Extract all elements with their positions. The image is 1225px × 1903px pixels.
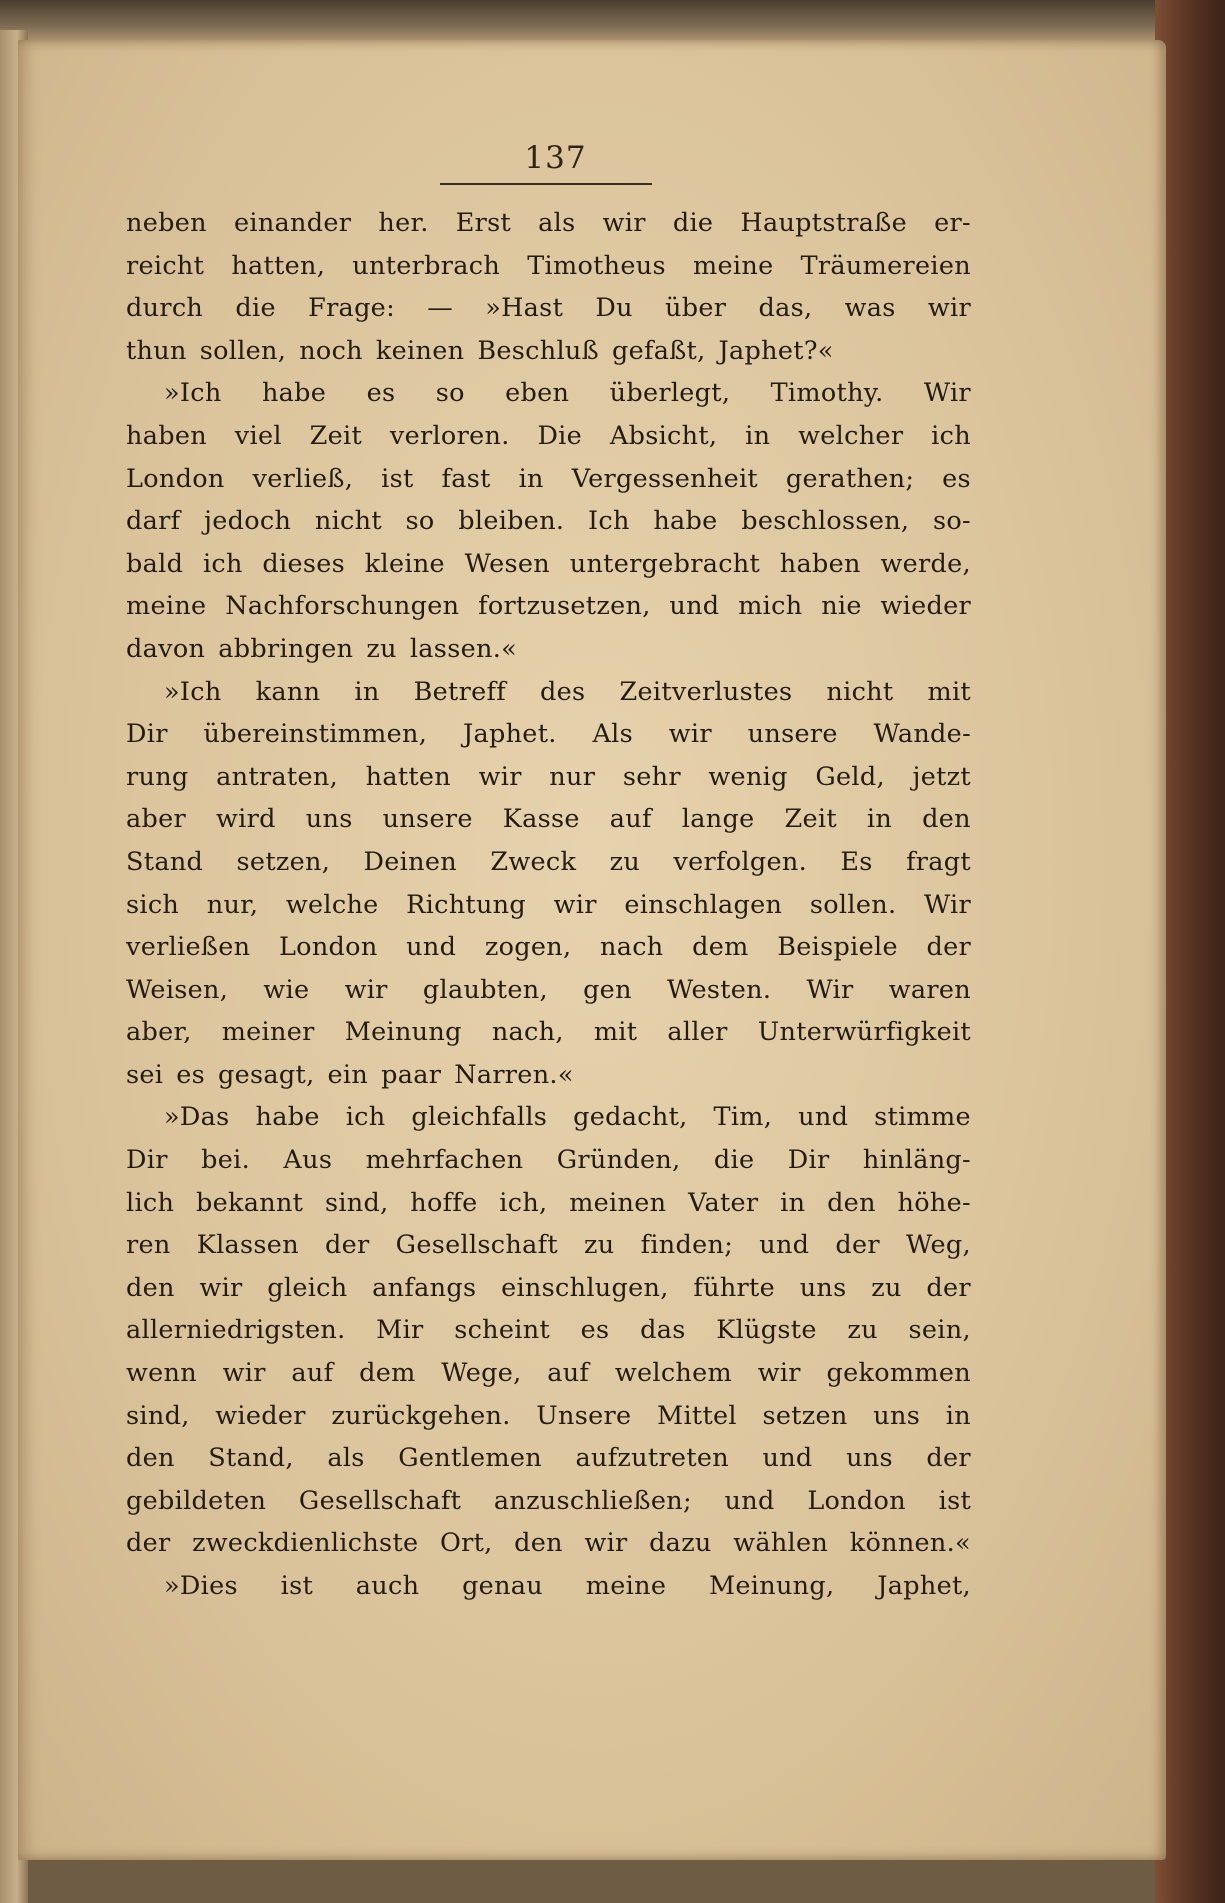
text-line <box>126 1011 971 1054</box>
word: Dir <box>787 1145 830 1176</box>
word: habe <box>261 378 327 409</box>
word: zu <box>584 1230 615 1261</box>
word: Gründen, <box>556 1145 681 1176</box>
word: verließ, <box>252 463 354 494</box>
word: Betreff <box>413 676 506 707</box>
word: unsere <box>747 719 838 750</box>
word: gesagt, <box>218 1059 315 1090</box>
word: Kasse <box>502 804 580 835</box>
word: lange <box>681 804 755 835</box>
word: anfangs <box>372 1272 477 1303</box>
word: bekannt <box>195 1187 304 1218</box>
word: neben <box>126 208 207 238</box>
word: fortzusetzen, <box>478 591 651 622</box>
word: uns <box>305 804 353 835</box>
text-line <box>126 756 971 799</box>
word: nur, <box>206 889 259 920</box>
word: das <box>640 1315 686 1346</box>
word: kann <box>255 676 321 707</box>
word: auch <box>355 1571 420 1601</box>
word: so <box>405 506 435 537</box>
word: wird <box>216 804 276 835</box>
word: es <box>176 1059 206 1090</box>
word: setzen <box>762 1400 848 1431</box>
word: verfolgen. <box>673 846 807 877</box>
word: nicht <box>826 676 894 707</box>
word: Ich <box>587 506 630 537</box>
word: in <box>745 420 771 451</box>
word: paar <box>381 1059 442 1090</box>
word: sehr <box>622 761 681 792</box>
text-line <box>126 202 971 245</box>
word: welcher <box>798 420 904 451</box>
word: über <box>665 293 727 324</box>
word: die <box>672 208 714 238</box>
word: den <box>126 1272 175 1303</box>
word: mit <box>593 1017 638 1048</box>
word: ist <box>381 463 414 494</box>
word: Wande- <box>873 719 971 750</box>
word: können.« <box>849 1528 971 1559</box>
word: und <box>762 1443 813 1474</box>
word: mehrfachen <box>365 1145 524 1176</box>
word: Vater <box>688 1187 759 1218</box>
word: dem <box>692 932 749 963</box>
word: Beschluß <box>477 335 599 366</box>
word: rung <box>126 761 189 792</box>
word: in <box>354 676 380 707</box>
word: ist <box>280 1571 314 1601</box>
word: den <box>922 804 971 835</box>
word: Wesen <box>464 548 550 579</box>
word: gerathen; <box>785 463 915 494</box>
word: antraten, <box>216 761 338 792</box>
word: uns <box>799 1272 847 1303</box>
text-line <box>126 543 971 586</box>
word: kleine <box>364 548 445 579</box>
word: Dir <box>126 1145 168 1176</box>
word: Die <box>537 420 583 451</box>
word: gebildeten <box>126 1485 267 1516</box>
word: Träumereien <box>800 250 971 281</box>
word: Stand <box>126 846 204 877</box>
word: Geld, <box>815 761 885 792</box>
word: Vergessenheit <box>571 463 758 494</box>
word: scheint <box>454 1315 550 1346</box>
word: ich <box>931 420 971 451</box>
text-line <box>126 585 971 628</box>
page-text <box>126 202 971 1608</box>
word: in <box>518 463 544 494</box>
word: — <box>427 293 454 324</box>
word: ich <box>345 1102 386 1133</box>
word: fast <box>441 463 491 494</box>
word: hinläng- <box>862 1145 971 1176</box>
word: überlegt, <box>609 378 731 409</box>
word: Unsere <box>536 1400 632 1431</box>
word: der <box>926 1272 971 1303</box>
word: der <box>926 932 971 963</box>
word: die <box>713 1145 755 1176</box>
word: London <box>807 1485 906 1516</box>
word: zu <box>366 633 397 664</box>
text-line <box>126 287 971 330</box>
word: aber, <box>126 1017 192 1048</box>
word: wir <box>584 1528 628 1559</box>
word: dem <box>359 1358 416 1389</box>
word: Stand, <box>208 1443 294 1474</box>
word: Wir <box>923 378 971 409</box>
word: höhe- <box>897 1187 971 1218</box>
word: zweckdienlichste <box>192 1528 419 1559</box>
word: durch <box>126 293 204 324</box>
word: einschlugen, <box>501 1272 669 1303</box>
word: auf <box>547 1358 590 1389</box>
word: und <box>724 1485 775 1516</box>
word: meine <box>126 591 207 622</box>
word: sollen. <box>809 889 897 920</box>
word: zu <box>871 1272 902 1303</box>
word: sind, <box>126 1400 190 1431</box>
word: London <box>126 463 225 494</box>
word: Japhet, <box>877 1571 971 1601</box>
word: welchem <box>614 1358 733 1389</box>
header-rule <box>440 183 652 185</box>
word: wählen <box>733 1528 829 1559</box>
word: reicht <box>126 250 205 281</box>
word: als <box>327 1443 365 1474</box>
word: wir <box>199 1272 243 1303</box>
word: viel <box>234 420 282 451</box>
word: Mittel <box>657 1400 737 1431</box>
word: eben <box>505 378 570 409</box>
word: untergebracht <box>569 548 761 579</box>
text-line <box>126 884 971 927</box>
word: es <box>942 463 971 494</box>
word: bei. <box>201 1145 250 1176</box>
word: meiner <box>221 1017 315 1048</box>
word: beschlossen, <box>741 506 910 537</box>
word: »Hast <box>485 293 564 324</box>
text-line <box>126 798 971 841</box>
word: setzen, <box>236 846 331 877</box>
text-line <box>126 245 971 288</box>
word: noch <box>299 335 363 366</box>
word: haben <box>126 420 207 451</box>
word: so <box>435 378 465 409</box>
word: er- <box>934 208 971 238</box>
word: der <box>835 1230 880 1261</box>
word: Gesellschaft <box>298 1485 462 1516</box>
word: dieses <box>262 548 346 579</box>
word: Timotheus <box>527 250 666 281</box>
word: führte <box>693 1272 775 1303</box>
word: Meinung, <box>708 1571 835 1601</box>
word: Zweck <box>490 846 577 877</box>
word: ren <box>126 1230 171 1261</box>
word: der <box>926 1443 971 1474</box>
text-line <box>126 1267 971 1310</box>
word: wir <box>553 889 597 920</box>
word: in <box>780 1187 806 1218</box>
word: Zeitverlustes <box>619 676 793 707</box>
word: wie <box>263 974 310 1005</box>
word: sich <box>126 889 180 920</box>
word: wir <box>668 719 712 750</box>
word: genau <box>462 1571 544 1601</box>
word: gen <box>583 974 632 1005</box>
text-line <box>126 926 971 969</box>
word: Frage: <box>308 293 395 324</box>
word: her. <box>378 208 429 238</box>
text-line <box>126 330 971 373</box>
word: keinen <box>375 335 465 366</box>
word: wenig <box>708 761 788 792</box>
word: Narren.« <box>454 1059 574 1090</box>
word: ist <box>938 1485 971 1516</box>
word: wir <box>344 974 388 1005</box>
word: meinen <box>569 1187 667 1218</box>
word: Ort, <box>439 1528 493 1559</box>
word: das, <box>758 293 813 324</box>
word: uns <box>846 1443 893 1474</box>
word: wir <box>602 208 646 238</box>
word: gleichfalls <box>411 1102 548 1133</box>
word: London <box>278 932 378 963</box>
word: wir <box>927 293 971 324</box>
word: sein, <box>908 1315 971 1346</box>
word: lich <box>126 1187 175 1218</box>
word: sei <box>126 1059 164 1090</box>
word: Wege, <box>441 1358 522 1389</box>
word: und <box>759 1230 810 1261</box>
text-line <box>126 841 971 884</box>
word: »Das <box>164 1102 230 1133</box>
word: Timothy. <box>770 378 884 409</box>
text-line <box>126 372 971 415</box>
word: jedoch <box>204 506 292 537</box>
word: wir <box>757 1358 801 1389</box>
word: sind, <box>324 1187 389 1218</box>
word: haben <box>779 548 861 579</box>
word: unterbrach <box>352 250 501 281</box>
word: Unterwürfigkeit <box>757 1017 971 1048</box>
word: gleich <box>267 1272 348 1303</box>
word: Richtung <box>406 889 527 920</box>
text-line <box>126 1522 971 1565</box>
text-line <box>126 1565 971 1608</box>
word: verließen <box>126 932 251 963</box>
word: der <box>325 1230 370 1261</box>
page-number: 137 <box>524 140 587 176</box>
word: Erst <box>455 208 512 238</box>
word: Als <box>592 719 633 750</box>
word: habe <box>255 1102 320 1133</box>
text-line <box>126 1096 971 1139</box>
word: Du <box>595 293 633 324</box>
word: Weisen, <box>126 974 229 1005</box>
word: mich <box>738 591 803 622</box>
word: Dir <box>126 719 168 750</box>
word: hatten <box>365 761 452 792</box>
word: ich, <box>499 1187 548 1218</box>
word: Japhet. <box>462 719 557 750</box>
word: Klassen <box>196 1230 299 1261</box>
text-line <box>126 628 971 671</box>
text-line <box>126 1054 971 1097</box>
word: den <box>514 1528 563 1559</box>
word: Meinung <box>344 1017 462 1048</box>
word: allerniedrigsten. <box>126 1315 346 1346</box>
word: den <box>827 1187 876 1218</box>
word: in <box>866 804 893 835</box>
word: Tim, <box>713 1102 773 1133</box>
word: welche <box>285 889 379 920</box>
word: einander <box>233 208 352 238</box>
word: nicht <box>314 506 382 537</box>
word: Gesellschaft <box>395 1230 558 1261</box>
text-line <box>126 458 971 501</box>
word: Es <box>840 846 873 877</box>
word: sollen, <box>199 335 287 366</box>
word: nach <box>600 932 664 963</box>
word: lassen.« <box>409 633 517 664</box>
word: Nachforschungen <box>225 591 460 622</box>
word: auf <box>609 804 652 835</box>
text-line <box>126 1480 971 1523</box>
word: thun <box>126 335 187 366</box>
word: gedacht, <box>573 1102 688 1133</box>
word: nach, <box>491 1017 564 1048</box>
word: es <box>366 378 396 409</box>
text-line <box>126 415 971 458</box>
word: werde, <box>880 548 971 579</box>
word: einschlagen <box>624 889 783 920</box>
word: bleiben. <box>458 506 565 537</box>
word: davon <box>126 633 206 664</box>
word: zu <box>609 846 641 877</box>
word: wenn <box>126 1358 197 1389</box>
word: es <box>580 1315 610 1346</box>
word: Aus <box>283 1145 333 1176</box>
word: und <box>669 591 720 622</box>
word: die <box>235 293 276 324</box>
word: Wir <box>806 974 854 1005</box>
word: aller <box>667 1017 728 1048</box>
word: als <box>538 208 576 238</box>
text-line <box>126 671 971 714</box>
word: Absicht, <box>609 420 718 451</box>
word: glaubten, <box>422 974 548 1005</box>
word: uns <box>873 1400 921 1431</box>
word: bald <box>126 548 184 579</box>
word: darf <box>126 506 181 537</box>
word: habe <box>653 506 718 537</box>
word: wir <box>478 761 522 792</box>
word: Westen. <box>667 974 772 1005</box>
word: Weg, <box>906 1230 971 1261</box>
word: auf <box>291 1358 334 1389</box>
book-page <box>18 40 1166 1860</box>
word: meine <box>585 1571 667 1601</box>
word: in <box>945 1400 971 1431</box>
word: wieder <box>215 1400 306 1431</box>
word: ich <box>202 548 243 579</box>
word: Beispiele <box>777 932 898 963</box>
text-line <box>126 1182 971 1225</box>
word: aber <box>126 804 187 835</box>
word: stimme <box>874 1102 971 1133</box>
word: und <box>798 1102 849 1133</box>
text-line <box>126 713 971 756</box>
word: zu <box>847 1315 878 1346</box>
word: fragt <box>906 846 971 877</box>
text-line <box>126 1309 971 1352</box>
word: Wir <box>923 889 971 920</box>
word: verloren. <box>389 420 510 451</box>
text-line <box>126 500 971 543</box>
word: Klügste <box>716 1315 817 1346</box>
word: nie <box>821 591 862 622</box>
word: unsere <box>382 804 473 835</box>
word: Gentlemen <box>398 1443 542 1474</box>
word: mit <box>927 676 971 707</box>
word: meine <box>693 250 774 281</box>
word: übereinstimmen, <box>203 719 428 750</box>
word: zogen, <box>484 932 572 963</box>
word: Hauptstraße <box>740 208 908 238</box>
word: gefaßt, <box>611 335 706 366</box>
text-line <box>126 969 971 1012</box>
word: zurückgehen. <box>331 1400 511 1431</box>
word: abbringen <box>218 633 354 664</box>
text-line <box>126 1224 971 1267</box>
word: hatten, <box>231 250 326 281</box>
text-line <box>126 1395 971 1438</box>
word: anzuschließen; <box>493 1485 692 1516</box>
word: nur <box>549 761 596 792</box>
word: Deinen <box>363 846 457 877</box>
word: wieder <box>880 591 971 622</box>
word: jetzt <box>912 761 971 792</box>
word: waren <box>888 974 971 1005</box>
word: »Ich <box>164 676 222 707</box>
text-line <box>126 1352 971 1395</box>
word: gekommen <box>826 1358 971 1389</box>
word: hoffe <box>410 1187 478 1218</box>
word: dazu <box>649 1528 712 1559</box>
word: so- <box>933 506 971 537</box>
word: und <box>406 932 457 963</box>
word: Mir <box>376 1315 424 1346</box>
word: »Dies <box>164 1571 238 1601</box>
word: Zeit <box>309 420 363 451</box>
word: des <box>540 676 586 707</box>
word: was <box>844 293 896 324</box>
word: ein <box>327 1059 369 1090</box>
text-line <box>126 1437 971 1480</box>
word: aufzutreten <box>575 1443 729 1474</box>
word: finden; <box>640 1230 734 1261</box>
text-line <box>126 1139 971 1182</box>
word: wir <box>222 1358 266 1389</box>
word: »Ich <box>164 378 222 409</box>
word: Japhet?« <box>718 335 834 366</box>
word: der <box>126 1528 171 1559</box>
word: Zeit <box>784 804 837 835</box>
word: den <box>126 1443 175 1474</box>
